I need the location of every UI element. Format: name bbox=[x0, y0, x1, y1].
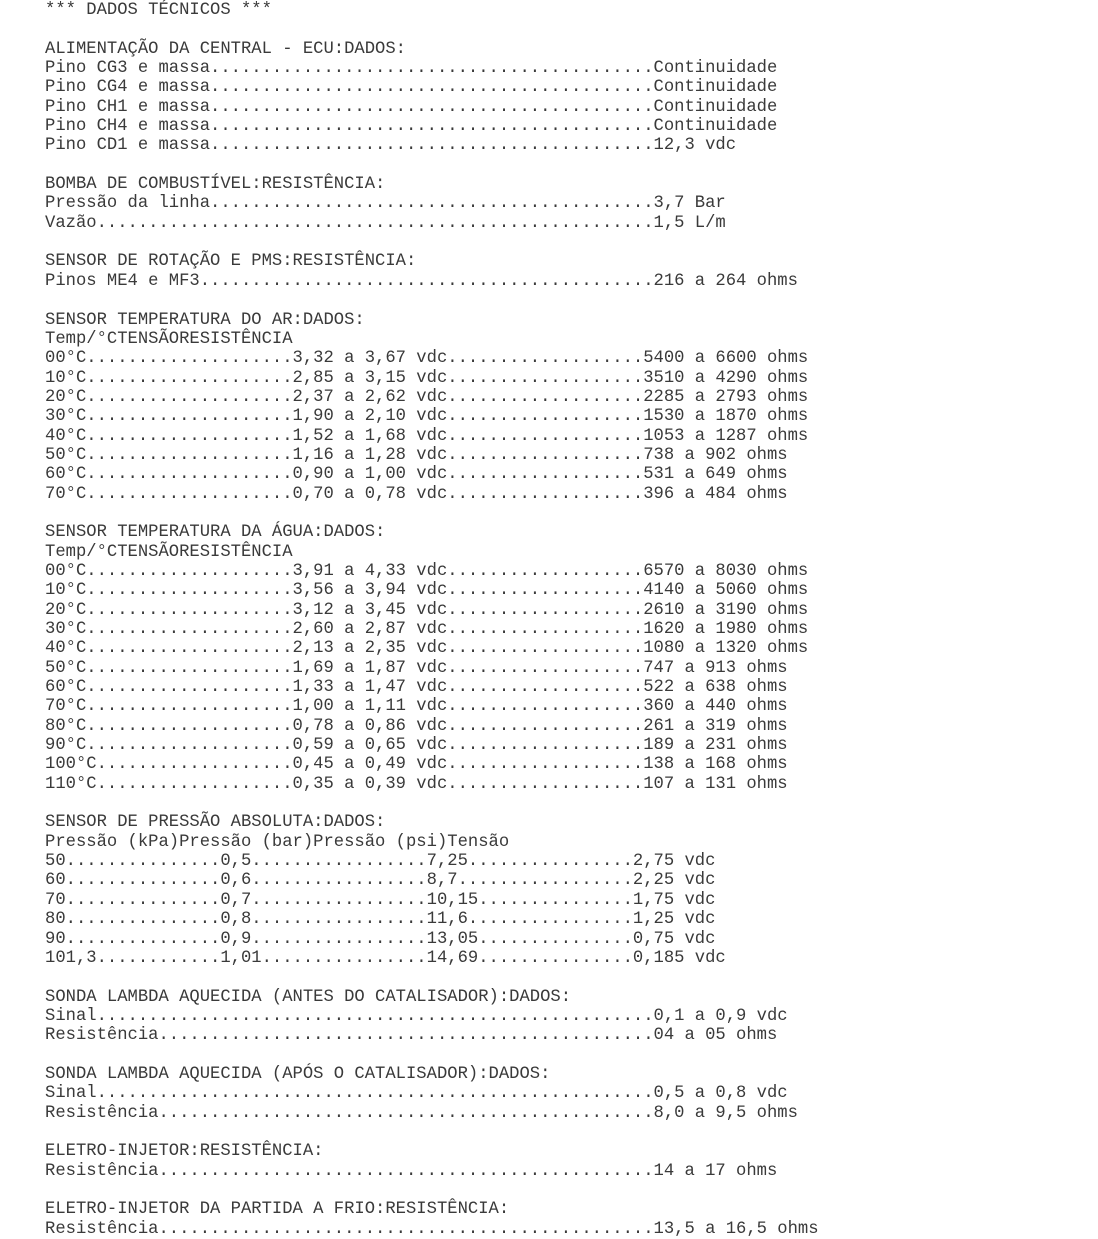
text-line: 100°C...................0,45 a 0,49 vdc...................138 a 168 ohms bbox=[45, 755, 788, 775]
text-line: SENSOR TEMPERATURA DO AR:DADOS: bbox=[45, 310, 365, 330]
text-line: 20°C....................3,12 a 3,45 vdc...................2610 a 3190 ohms bbox=[45, 600, 809, 620]
text-line: 60°C....................0,90 a 1,00 vdc...................531 a 649 ohms bbox=[45, 465, 788, 485]
text-line: 70°C....................0,70 a 0,78 vdc...................396 a 484 ohms bbox=[45, 484, 788, 504]
text-line bbox=[45, 1046, 819, 1065]
text-line: SENSOR DE PRESSÃO ABSOLUTA:DADOS: bbox=[45, 813, 386, 833]
text-line: 50°C....................1,69 a 1,87 vdc...................747 a 913 ohms bbox=[45, 658, 788, 678]
technical-data-document bbox=[45, 1, 819, 1239]
text-line: Resistência................................................8,0 a 9,5 ohms bbox=[45, 1103, 798, 1123]
text-line: Pino CD1 e massa...........................................12,3 vdc bbox=[45, 136, 737, 156]
text-line: Vazão......................................................1,5 L/m bbox=[45, 213, 726, 233]
text-line: Sinal......................................................0,1 a 0,9 vdc bbox=[45, 1006, 788, 1026]
text-line: BOMBA DE COMBUSTÍVEL:RESISTÊNCIA: bbox=[45, 175, 386, 195]
document-title: *** DADOS TÉCNICOS *** bbox=[45, 1, 272, 20]
text-line: SENSOR TEMPERATURA DA ÁGUA:DADOS: bbox=[45, 523, 386, 543]
text-line: Resistência................................................13,5 a 16,5 ohms bbox=[45, 1219, 819, 1239]
text-line: Pinos ME4 e MF3............................................216 a 264 ohms bbox=[45, 271, 798, 291]
text-line: 60...............0,6.................8,7.................2,25 vdc bbox=[45, 871, 716, 891]
text-line: Pressão (kPa)Pressão (bar)Pressão (psi)Tensão bbox=[45, 832, 510, 852]
text-line: 20°C....................2,37 a 2,62 vdc...................2285 a 2793 ohms bbox=[45, 387, 809, 407]
text-line: 70°C....................1,00 a 1,11 vdc...................360 a 440 ohms bbox=[45, 697, 788, 717]
text-line: 60°C....................1,33 a 1,47 vdc...................522 a 638 ohms bbox=[45, 678, 788, 698]
text-line: SONDA LAMBDA AQUECIDA (APÓS O CATALISADOR):DADOS: bbox=[45, 1064, 551, 1084]
text-line: 10°C....................3,56 a 3,94 vdc...................4140 a 5060 ohms bbox=[45, 581, 809, 601]
text-line: SONDA LAMBDA AQUECIDA (ANTES DO CATALISADOR):DADOS: bbox=[45, 987, 572, 1007]
text-line bbox=[45, 156, 819, 175]
text-line: 40°C....................2,13 a 2,35 vdc...................1080 a 1320 ohms bbox=[45, 639, 809, 659]
text-line: 00°C....................3,91 a 4,33 vdc...................6570 a 8030 ohms bbox=[45, 561, 809, 581]
text-line: ELETRO-INJETOR DA PARTIDA A FRIO:RESISTÊNCIA: bbox=[45, 1200, 510, 1220]
text-line: Temp/°CTENSÃORESISTÊNCIA bbox=[45, 329, 293, 349]
text-line: Resistência................................................04 a 05 ohms bbox=[45, 1026, 778, 1046]
text-line: 50°C....................1,16 a 1,28 vdc...................738 a 902 ohms bbox=[45, 445, 788, 465]
text-line: 70...............0,7.................10,15...............1,75 vdc bbox=[45, 890, 716, 910]
text-line: Temp/°CTENSÃORESISTÊNCIA bbox=[45, 542, 293, 562]
text-line: SENSOR DE ROTAÇÃO E PMS:RESISTÊNCIA: bbox=[45, 252, 417, 272]
text-line: 00°C....................3,32 a 3,67 vdc...................5400 a 6600 ohms bbox=[45, 349, 809, 369]
text-line: Pressão da linha...........................................3,7 Bar bbox=[45, 194, 726, 214]
text-line: ALIMENTAÇÃO DA CENTRAL - ECU:DADOS: bbox=[45, 39, 406, 59]
text-line: 101,3............1,01................14,69...............0,185 vdc bbox=[45, 948, 726, 968]
text-line: 40°C....................1,52 a 1,68 vdc...................1053 a 1287 ohms bbox=[45, 426, 809, 446]
text-line: 10°C....................2,85 a 3,15 vdc...................3510 a 4290 ohms bbox=[45, 368, 809, 388]
text-line: Pino CG3 e massa...........................................Continuidade bbox=[45, 59, 778, 79]
text-line bbox=[45, 968, 819, 987]
text-line: 50...............0,5.................7,25................2,75 vdc bbox=[45, 852, 716, 872]
text-line: Pino CH1 e massa...........................................Continuidade bbox=[45, 97, 778, 117]
text-line: Pino CG4 e massa...........................................Continuidade bbox=[45, 78, 778, 98]
text-line: 80°C....................0,78 a 0,86 vdc...................261 a 319 ohms bbox=[45, 716, 788, 736]
text-line bbox=[45, 794, 819, 813]
text-line: Resistência................................................14 a 17 ohms bbox=[45, 1161, 778, 1181]
text-line bbox=[45, 1123, 819, 1142]
text-line: ELETRO-INJETOR:RESISTÊNCIA: bbox=[45, 1142, 324, 1162]
text-line bbox=[45, 504, 819, 523]
text-line: 110°C...................0,35 a 0,39 vdc...................107 a 131 ohms bbox=[45, 774, 788, 794]
text-line bbox=[45, 233, 819, 252]
text-line bbox=[45, 1181, 819, 1200]
text-line: Sinal......................................................0,5 a 0,8 vdc bbox=[45, 1084, 788, 1104]
text-line: 30°C....................2,60 a 2,87 vdc...................1620 a 1980 ohms bbox=[45, 620, 809, 639]
text-line bbox=[45, 20, 819, 39]
text-line: Pino CH4 e massa...........................................Continuidade bbox=[45, 117, 778, 137]
text-line: 90...............0,9.................13,05...............0,75 vdc bbox=[45, 929, 716, 949]
text-line: 30°C....................1,90 a 2,10 vdc...................1530 a 1870 ohms bbox=[45, 407, 809, 427]
text-line bbox=[45, 291, 819, 310]
text-line: 80...............0,8.................11,6................1,25 vdc bbox=[45, 910, 716, 930]
text-line: 90°C....................0,59 a 0,65 vdc...................189 a 231 ohms bbox=[45, 736, 788, 756]
